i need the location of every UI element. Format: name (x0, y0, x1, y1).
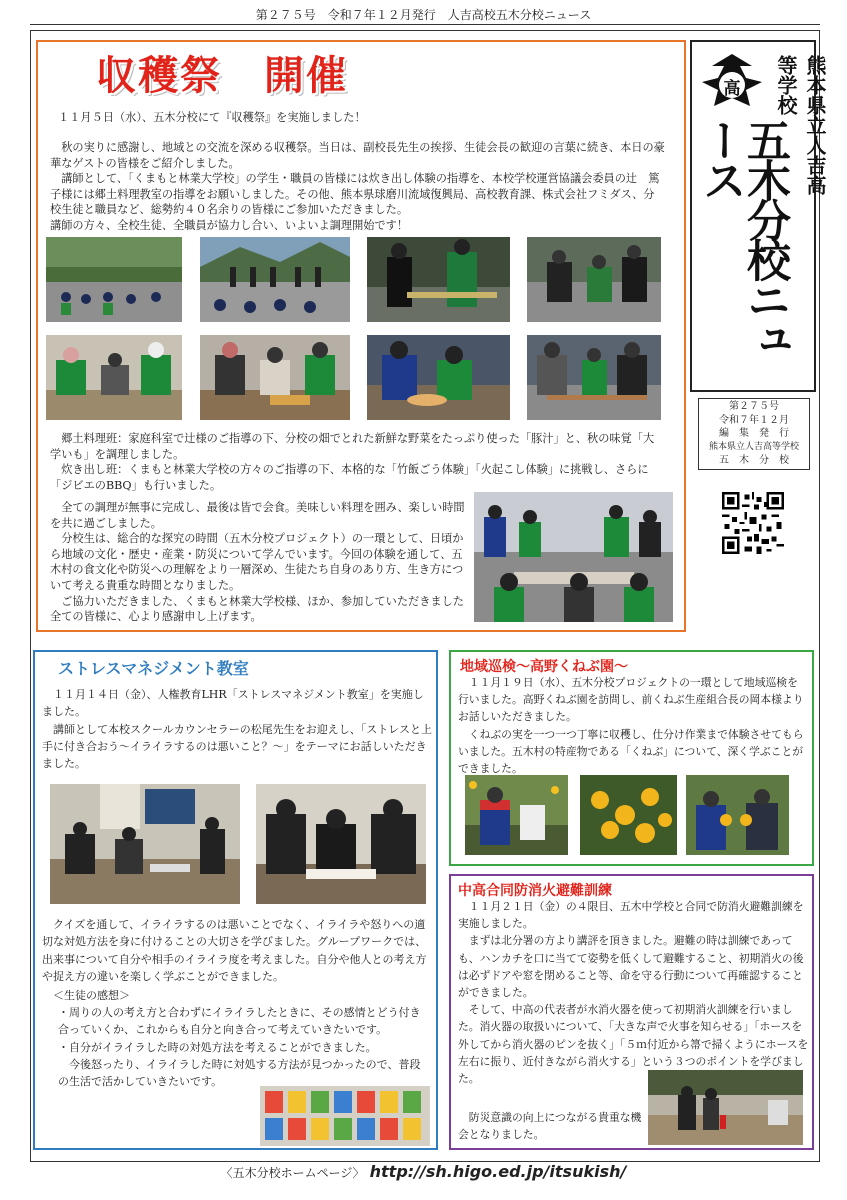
stress-impressions: ・周りの人の考え方と合わずにイライラしたときに、その感情とどう付き合っていくか、これからも自分と向き合って考えていきたいです。 ・自分がイライラした時の対処方法を考えることができました。 今後怒ったり、イライラした時に対処する方法が見つかったので、普段の生活で活かしていきたいです。 (58, 1006, 421, 1089)
feature-para3: 講師の方々、全校生徒、全職員が協力し合い、いよいよ調理開始です！ (50, 218, 409, 232)
photo-opening-ceremony (46, 237, 182, 322)
photo-cutting-vegetables (367, 335, 510, 420)
footer-label: 〈五木分校ホームページ〉 (220, 1166, 365, 1180)
photo-gibier-bbq (527, 335, 661, 420)
photo-kunebu-talk (465, 775, 568, 855)
photo-fire-extinguisher-drill (648, 1070, 803, 1145)
photo-cooking-class (46, 335, 182, 420)
stress-title: ストレスマネジメント教室 (58, 659, 249, 678)
feature-body (50, 140, 665, 234)
feature-para5: 炊き出し班：くまもと林業大学校の方々のご指導の下、本格的な「竹飯ごう体験」「火起こし体験」に挑戦し、さらに「ジビエのBBQ」も行いました。 (50, 463, 649, 492)
header-rule (30, 24, 820, 25)
photo-fire-starting (527, 237, 661, 322)
issue-editor-label: 編 集 発 行 (719, 428, 789, 439)
feature-body-2 (50, 431, 662, 493)
photo-guest-introduction (200, 237, 350, 322)
qr-code[interactable] (722, 492, 784, 554)
feature-para2: 講師として、「くまもと林業大学校」の学生・職員の皆様には炊き出し体験の指導を、本校学校運営協議会委員の辻 篤子様には郷土料理教室の指導をお願いしました。その他、熊本県球磨川流域復興局、高校教育課、株式会社フミダス、分校生徒と職員など、総勢約４０名余りの皆様にご参加いただきました。 (50, 172, 660, 217)
chiiki-para: １１月１９日（水）、五木分校プロジェクトの一環として地域巡検を行いました。高野くねぶ園を訪問し、前くねぶ生産組合長の岡本様よりお話しいただきました。 くねぶの実を一つ一つ丁寧に収穫し、仕分け作業まで体験させてもらいました。五木村の特産物である「くねぶ」について、深く学ぶことができました。 (458, 676, 804, 776)
issue-branch: 五 木 分 校 (719, 455, 789, 466)
feature-title: 収穫祭 開催 (96, 53, 348, 99)
photo-vegetable-prep (200, 335, 350, 420)
drill-para1: １１月２１日（金）の４限目、五木中学校と合同で防消火避難訓練を実施しました。 まずは北分署の方より講評を頂きました。避難の時は訓練であっても、ハンカチを口に当てて姿勢を低くして避難すること、初期消火の後は必ずドアや窓を閉めること等、命を守る行動について再確認することができました。 そして、中高の代表者が水消火器を使って初期消火訓練を行いました。消火器の取扱いについて、「大きな声で火事を知らせる」「ホースを外してから消火器のピンを抜く」「５ｍ付近から箒で掃くようにホースを左右に振り、近付きながら消火する」という３つのポイントを学びました。 (458, 900, 809, 1086)
issue-header: 第２７５号 令和７年１２月発行 人吉高校五木分校ニュース (255, 8, 592, 22)
feature-para1: 秋の実りに感謝し、地域との交流を深める収穫祭。当日は、副校長先生の挨拶、生徒会長の歓迎の言葉に続き、本日の豪華なゲストの皆様をご紹介しました。 (50, 141, 665, 170)
issue-date: 令和７年１２月 (719, 414, 789, 426)
chiiki-title: 地域巡検～高野くねぶ園～ (460, 659, 628, 675)
issue-info-box (698, 398, 810, 470)
photo-group-meal (474, 492, 673, 622)
photo-kunebu-harvest (686, 775, 789, 855)
photo-group-work (256, 784, 426, 904)
feature-para4: 郷土料理班：家庭科室で辻様のご指導の下、分校の畑でとれた新鮮な野菜をたっぷり使った「豚汁」と、秋の味覚「大学いも」を調理しました。 (50, 432, 655, 461)
photo-kunebu-fruit (580, 775, 677, 855)
school-crest (700, 52, 764, 116)
photo-emotion-cards (260, 1086, 430, 1146)
homepage-link[interactable]: http://sh.higo.ed.jp/itsukish/ (369, 1162, 627, 1181)
feature-lead: １１月５日（水）、五木分校にて『収穫祭』を実施しました！ (58, 111, 366, 124)
drill-title: 中高合同防消火避難訓練 (458, 883, 612, 899)
stress-para2: クイズを通して、イライラするのは悪いことでなく、イライラや怒りへの適切な対処方法を身に付けることの大切さを学びました。グループワークでは、出来事について自分や相手のイライラ度を考えました。自分や他人との考え方や捉え方の違いを楽しく学ぶことができました。 (42, 918, 427, 983)
photo-bamboo-cutting (367, 237, 510, 322)
crest-character: 高 (723, 79, 741, 99)
stress-impressions-head: ＜生徒の感想＞ (42, 989, 130, 1002)
footer (0, 1162, 847, 1181)
masthead-school-name: 熊本県立人吉高等学校 (774, 55, 827, 195)
drill-para2: 防災意識の向上につながる貴重な機会となりました。 (458, 1111, 642, 1142)
issue-number: 第２７５号 (729, 401, 779, 412)
stress-para1: １１月１４日（金）、人権教育LHR「ストレスマネジメント教室」を実施しました。 講師として本校スクールカウンセラーの松尾先生をお迎えし、「ストレスと上手に付き合おう～イライラするのは悪いこと？～」をテーマにお話しいただきました。 (42, 688, 432, 771)
issue-publisher: 熊本県立人吉高等学校 (708, 441, 799, 452)
feature-para6: 全ての調理が無事に完成し、最後は皆で会食。美味しい料理を囲み、楽しい時間を共に過ごしました。 分校生は、総合的な探究の時間（五木分校プロジェクト）の一環として、日頃から地域の文化・歴史・産業・防災について学んでいます。今回の体験を通して、五木村の食文化や防災への理解をより一層深め、生徒たち自身のあり方、生き方について考える貴重な時間となりました。 ご協力いただきました、くまもと林業大学校様、ほか、参加していただきました全ての皆様に、心より感謝申し上げます。 (50, 501, 465, 624)
masthead-title: 五木分校ニュース (695, 118, 790, 358)
photo-counseling-lecture (50, 784, 240, 904)
